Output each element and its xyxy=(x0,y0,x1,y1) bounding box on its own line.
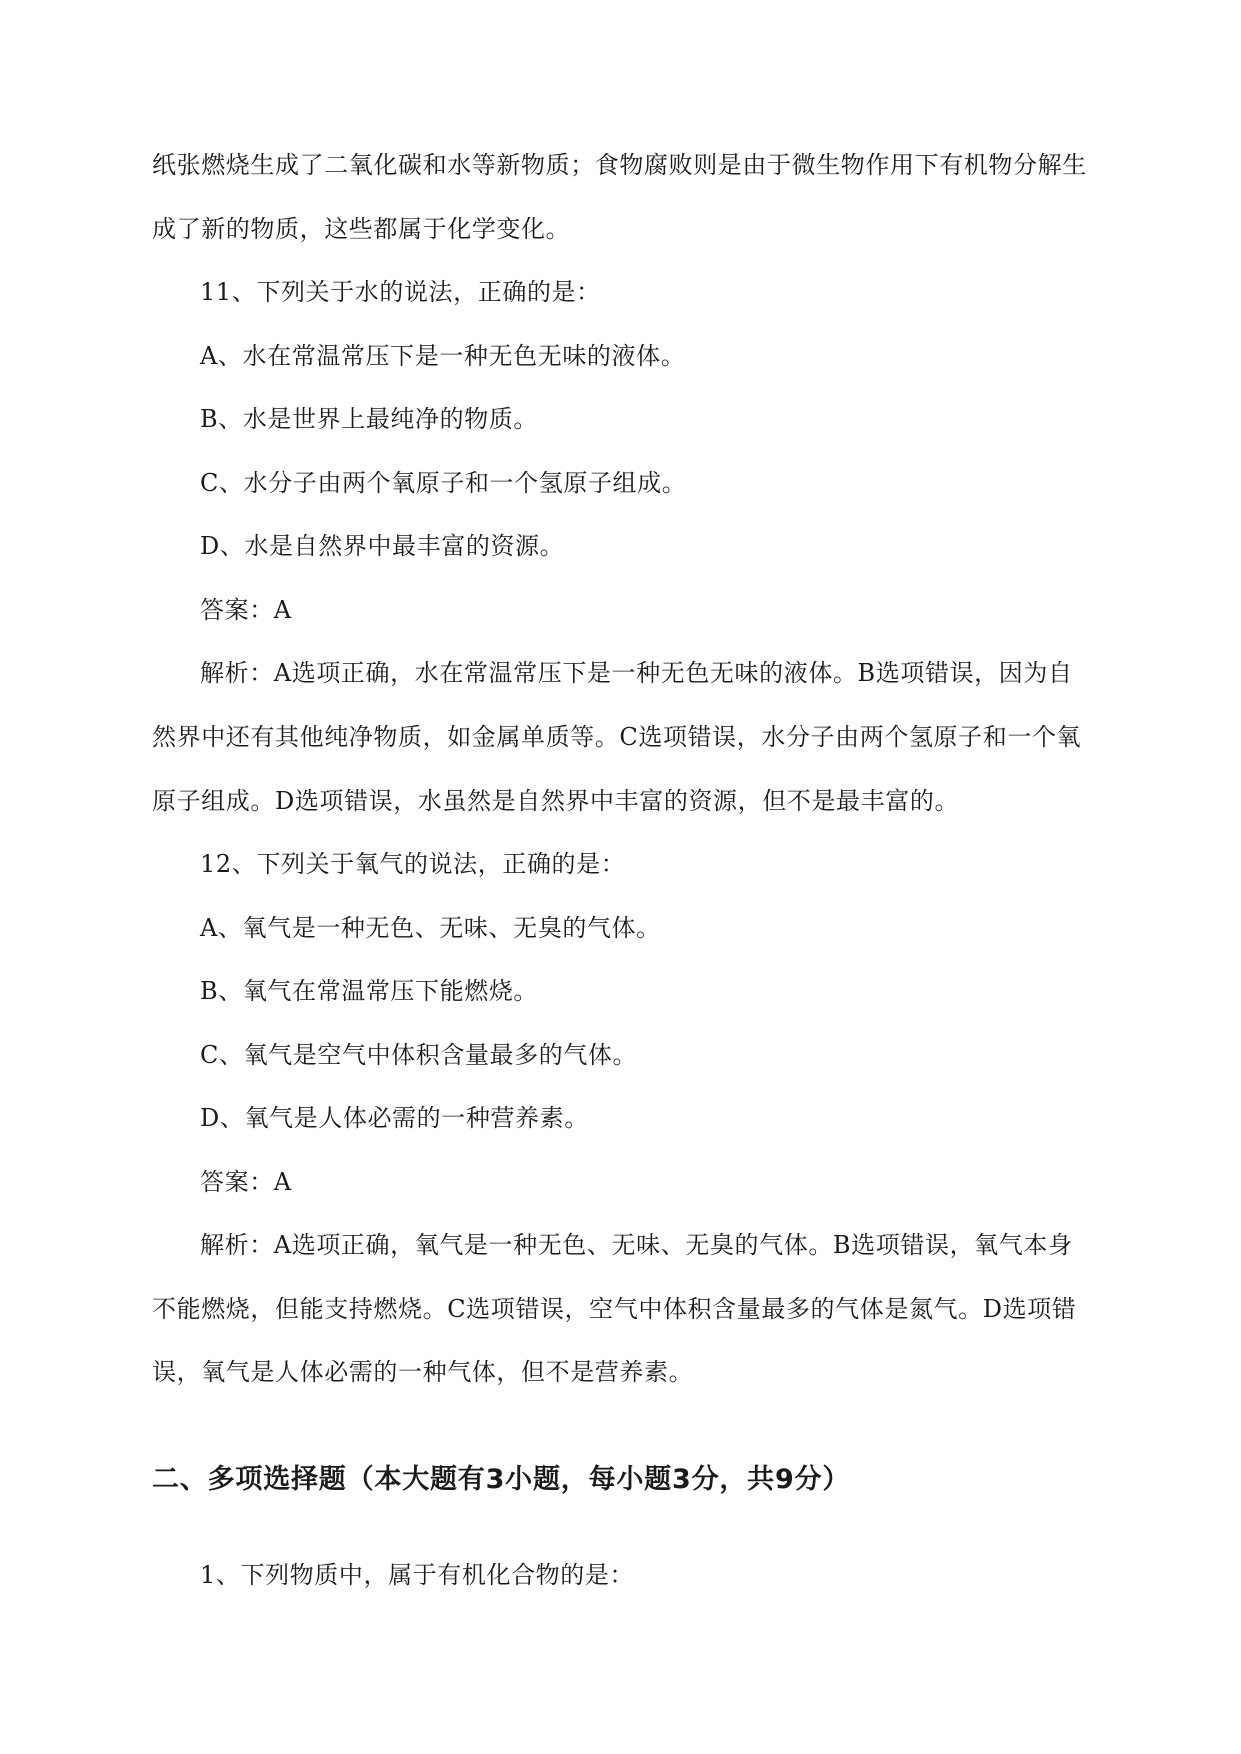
question-11-option-d: D、水是自然界中最丰富的资源。 xyxy=(200,532,565,560)
question-12-analysis-line-1: 解析：A选项正确，氧气是一种无色、无味、无臭的气体。B选项错误，氧气本身 xyxy=(200,1231,1073,1259)
question-12-option-c: C、氧气是空气中体积含量最多的气体。 xyxy=(200,1041,638,1069)
question-12-analysis-line-3: 误，氧气是人体必需的一种气体，但不是营养素。 xyxy=(152,1358,694,1386)
question-11-answer: 答案：A xyxy=(200,596,292,624)
intro-text-line-2: 成了新的物质，这些都属于化学变化。 xyxy=(152,215,571,243)
question-11-analysis-line-2: 然界中还有其他纯净物质，如金属单质等。C选项错误，水分子由两个氢原子和一个氧 xyxy=(152,723,1082,751)
section-heading-multiple-choice: 二、多项选择题（本大题有3小题，每小题3分，共9分） xyxy=(152,1464,851,1495)
question-11-option-b: B、水是世界上最纯净的物质。 xyxy=(200,405,539,433)
question-11-stem: 11、下列关于水的说法，正确的是： xyxy=(200,278,601,306)
multi-question-1-stem: 1、下列物质中，属于有机化合物的是： xyxy=(200,1561,635,1589)
question-11-analysis-line-1: 解析：A选项正确，水在常温常压下是一种无色无味的液体。B选项错误，因为自 xyxy=(200,659,1073,687)
question-11-option-a: A、水在常温常压下是一种无色无味的液体。 xyxy=(200,342,686,370)
question-12-analysis-line-2: 不能燃烧，但能支持燃烧。C选项错误，空气中体积含量最多的气体是氮气。D选项错 xyxy=(152,1295,1077,1323)
question-12-stem: 12、下列关于氧气的说法，正确的是： xyxy=(200,850,626,878)
question-12-answer: 答案：A xyxy=(200,1168,292,1196)
question-12-option-d: D、氧气是人体必需的一种营养素。 xyxy=(200,1104,589,1132)
question-12-option-b: B、氧气在常温常压下能燃烧。 xyxy=(200,977,539,1005)
intro-text-line-1: 纸张燃烧生成了二氧化碳和水等新物质；食物腐败则是由于微生物作用下有机物分解生 xyxy=(152,151,1087,179)
question-11-option-c: C、水分子由两个氧原子和一个氢原子组成。 xyxy=(200,469,687,497)
question-12-option-a: A、氧气是一种无色、无味、无臭的气体。 xyxy=(200,914,661,942)
question-11-analysis-line-3: 原子组成。D选项错误，水虽然是自然界中丰富的资源，但不是最丰富的。 xyxy=(152,787,960,815)
